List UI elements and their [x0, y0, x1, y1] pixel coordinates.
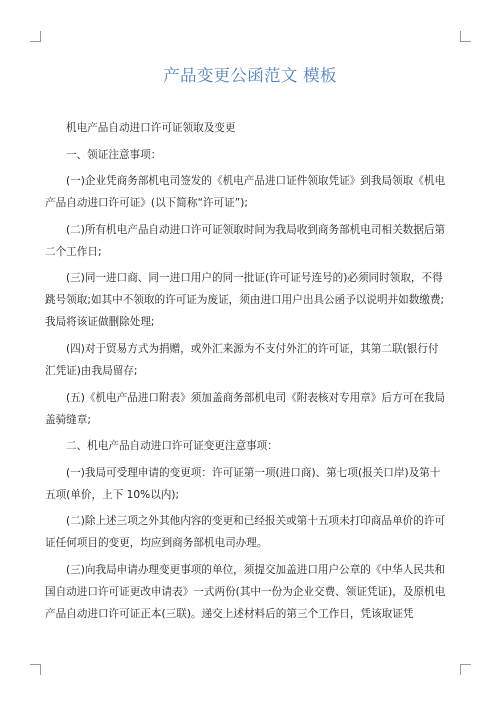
paragraph-1-2: (二)所有机电产品自动进口许可证领取时间为我局收到商务部机电司相关数据后第二个工作日; — [45, 223, 446, 258]
section-heading-2: 二、机电产品自动进口许可证变更注意事项： — [66, 440, 278, 453]
crop-mark-top-left — [30, 31, 41, 42]
crop-mark-top-right — [460, 31, 471, 42]
document-body — [45, 117, 446, 630]
paragraph-1-3: (三)同一进口商、同一进口用户的同一批证(许可证号连号的)必须同时领取，不得跳号领取;如其中不领取的许可证为废证，须由进口用户出具公函予以说明并如数缴费;我局将该证做删除处理; — [45, 272, 445, 329]
paragraph-1-4: (四)对于贸易方式为捐赠，或外汇来源为不支付外汇的许可证，其第二联(银行付汇凭证)由我局留存; — [45, 342, 439, 377]
paragraph-1-5: (五)《机电产品进口附表》须加盖商务部机电司《附表核对专用章》后方可在我局盖骑缝章; — [45, 391, 446, 426]
paragraph-2-3: (三)向我局申请办理变更事项的单位，须提交加盖进口用户公章的《中华人民共和国自动进口许可证更改申请表》一式两份(其中一份为企业交费、领证凭证)，及原机电产品自动进口许可证正本(三联)。递交上述材料后的第三个工作日，凭该取证凭 — [45, 563, 446, 620]
document-title: 产品变更公函范文 模板 — [163, 66, 337, 85]
crop-mark-bottom-right — [460, 664, 471, 675]
crop-mark-bottom-left — [30, 664, 41, 675]
paragraph-1-1: (一)企业凭商务部机电司签发的《机电产品进口证件领取凭证》到我局领取《机电产品自动进口许可证》(以下简称“许可证”); — [45, 175, 446, 210]
section-heading-intro: 机电产品自动进口许可证领取及变更 — [66, 122, 236, 134]
paragraph-2-1: (一)我局可受理申请的变更项：许可证第一项(进口商)、第七项(报关口岸)及第十五项(单价，上下 10%以内); — [45, 466, 441, 501]
paragraph-2-2: (二)除上述三项之外其他内容的变更和已经报关或第十五项未打印商品单价的许可证任何项目的变更，均应到商务部机电司办理。 — [45, 515, 446, 550]
section-heading-1: 一、领证注意事项： — [66, 148, 162, 161]
